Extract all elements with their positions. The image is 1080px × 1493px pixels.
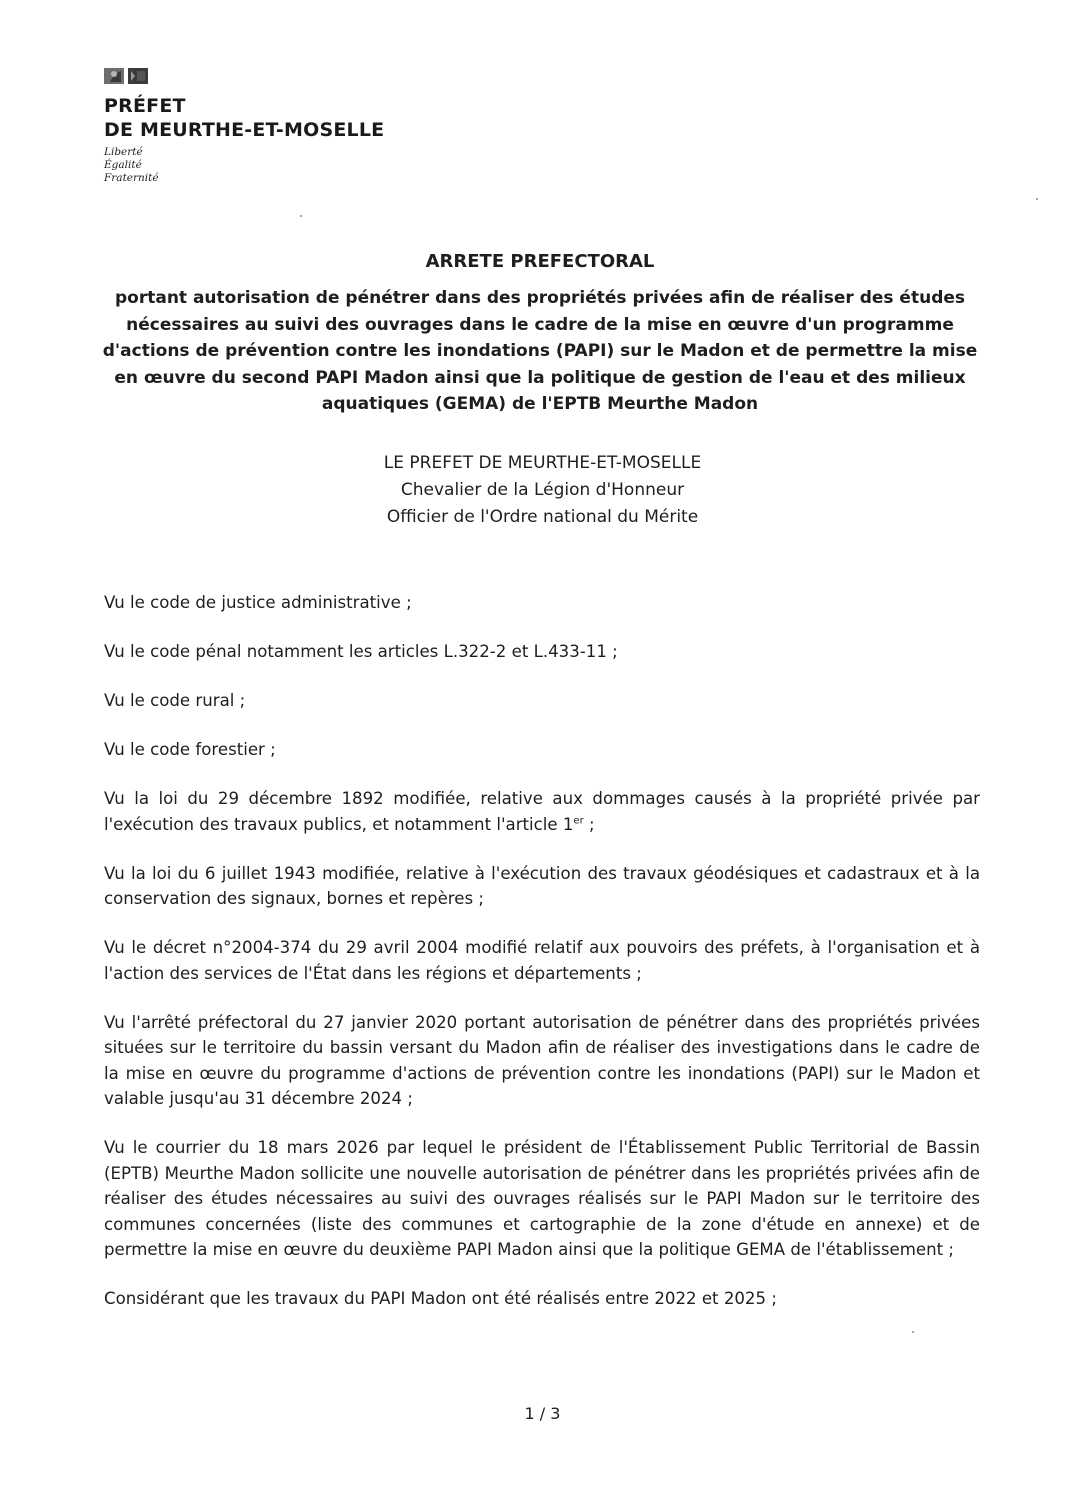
consideration-item: Vu le code pénal notamment les articles L.322-2 et L.433-11 ;: [104, 642, 618, 661]
prefecture-name: [104, 94, 384, 142]
consideration-item: Vu le code forestier ;: [104, 740, 276, 759]
scan-speck: [300, 215, 302, 217]
consideration-item: Vu le code de justice administrative ;: [104, 593, 412, 612]
signatory-title: LE PREFET DE MEURTHE-ET-MOSELLE: [383, 453, 702, 473]
scan-speck: [1036, 198, 1038, 200]
consideration-item: Vu le code rural ;: [104, 691, 246, 710]
prefecture-name-line2: DE MEURTHE-ET-MOSELLE: [104, 119, 385, 141]
consideration-text: Vu la loi du 29 décembre 1892 modifiée, relative aux dommages causés à la propriété privée par l'exécution des travaux publics, et notamment l'article 1: [104, 789, 980, 834]
republic-motto: [104, 146, 384, 185]
consideration-item: Vu l'arrêté préfectoral du 27 janvier 2020 portant autorisation de pénétrer dans des propriétés privées situées sur le territoire du bassin versant du Madon afin de réaliser des investigations dans le cadre de la mise en œuvre du programme d'actions de prévention contre les inondations (PAPI) sur le Madon et valable jusqu'au 31 décembre 2024 ;: [104, 1012, 980, 1108]
scan-speck: [912, 1331, 914, 1333]
document-title: ARRETE PREFECTORAL: [425, 251, 655, 272]
consideration-item: Vu le décret n°2004-374 du 29 avril 2004 modifié relatif aux pouvoirs des préfets, à l'organisation et à l'action des services de l'État dans les régions et départements ;: [104, 938, 980, 983]
motto-liberte: Liberté: [104, 146, 143, 158]
motto-fraternite: Fraternité: [104, 172, 159, 184]
motto-egalite: Égalité: [104, 159, 142, 171]
consideration-suffix: ;: [583, 814, 595, 834]
signatory-honour-merit: Officier de l'Ordre national du Mérite: [386, 507, 699, 527]
consideration-item: Vu le courrier du 18 mars 2026 par lequel le président de l'Établissement Public Territorial de Bassin (EPTB) Meurthe Madon sollicite une nouvelle autorisation de pénétrer dans les propriétés privées afin de réaliser des études nécessaires au suivi des ouvrages réalisés sur le PAPI Madon sur le territoire des communes concernées (liste des communes et cartographie de la zone d'étude en annexe) et de permettre la mise en œuvre du deuxième PAPI Madon ainsi que la politique GEMA de l'établissement ;: [104, 1138, 980, 1259]
page-number: 1 / 3: [524, 1404, 561, 1423]
consideration-item: Considérant que les travaux du PAPI Madon ont été réalisés entre 2022 et 2025 ;: [104, 1289, 777, 1308]
document-subtitle: portant autorisation de pénétrer dans des propriétés privées afin de réaliser des études nécessaires au suivi des ouvrages dans le cadre de la mise en œuvre d'un programme d'actions de prévention contre les inondations (PAPI) sur le Madon et de permettre la mise en œuvre du second PAPI Madon ainsi que la politique de gestion de l'eau et des milieux aquatiques (GEMA) de l'EPTB Meurthe Madon: [102, 288, 978, 415]
signatory-honour-legion: Chevalier de la Légion d'Honneur: [400, 480, 685, 500]
prefecture-logo-block: [104, 66, 384, 185]
prefecture-name-line1: PRÉFET: [104, 95, 186, 117]
signatory-block: [0, 450, 1080, 531]
marianne-icon: [104, 66, 384, 86]
article-superscript: er: [573, 814, 584, 826]
considerations-list: [104, 590, 980, 1335]
consideration-item: Vu la loi du 6 juillet 1943 modifiée, relative à l'exécution des travaux géodésiques et cadastraux et à la conservation des signaux, bornes et repères ;: [104, 863, 980, 908]
consideration-item: [104, 786, 980, 837]
